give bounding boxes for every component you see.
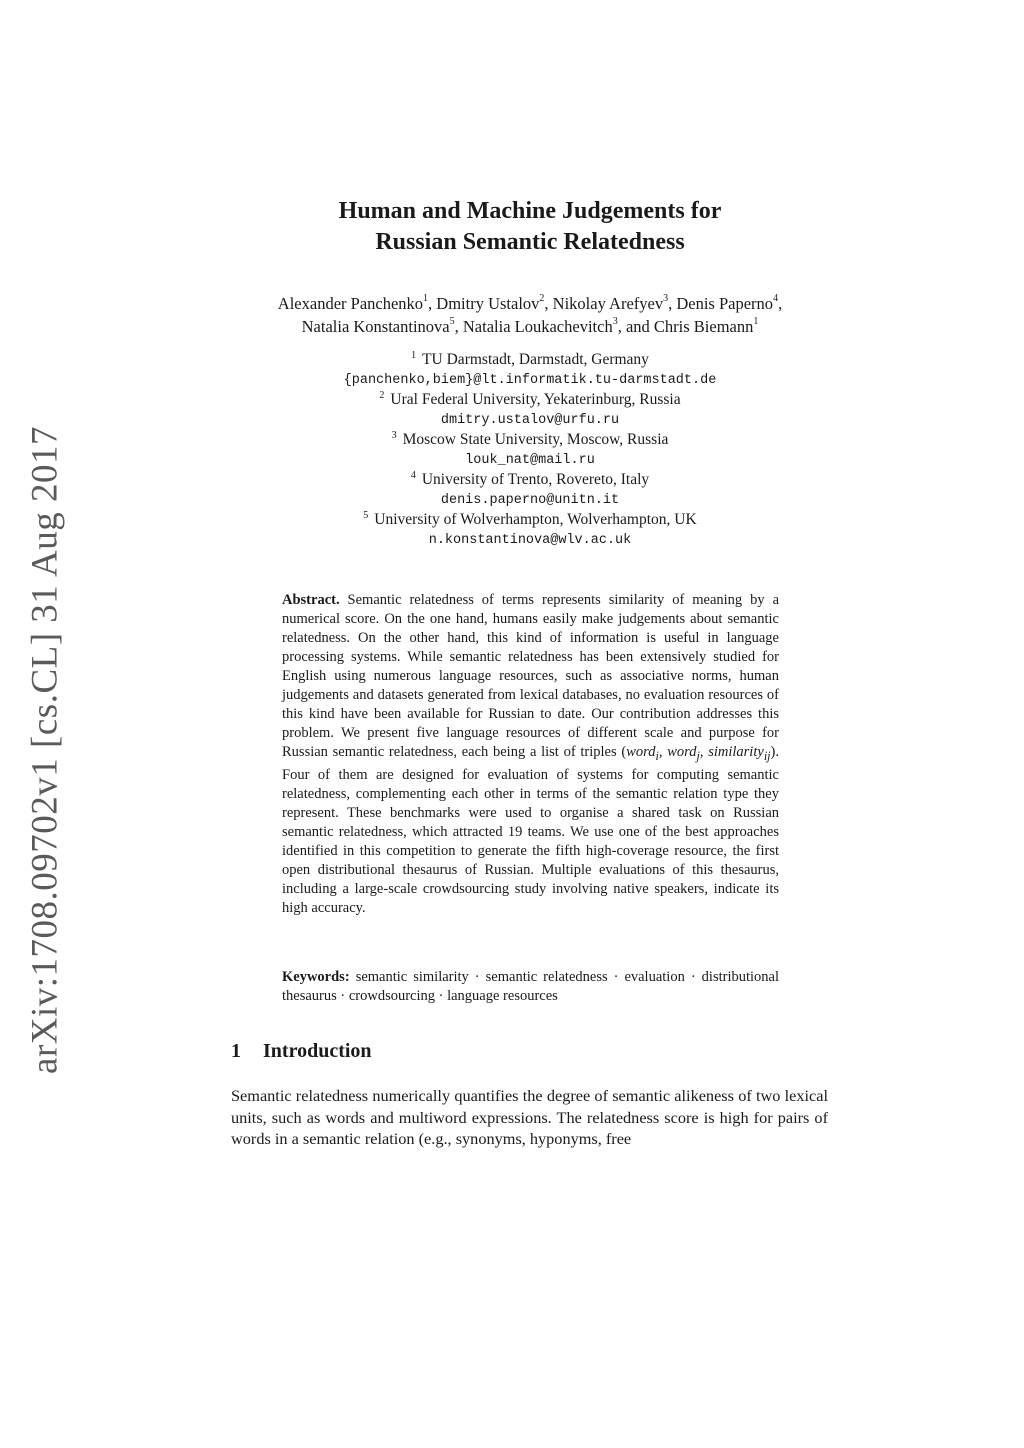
author-affiliation-mark: 4 <box>773 292 779 304</box>
author-affiliation-mark: 3 <box>612 315 618 327</box>
affiliation-number: 2 <box>379 390 385 401</box>
triple-comma: , <box>699 744 709 760</box>
abstract-text-before: Semantic relatedness of terms represents similarity of meaning by a numerical score. On the one hand, humans easily make judgements about semantic relatedness. On the other hand, this kind of information is useful in language processing systems. While semantic relatedness has been extensively studied for English using numerous language resources, such as associative norms, human judgements and datasets generated from lexical databases, no evaluation resources of this kind have been available for Russian to date. Our contribution addresses this problem. We present five language resources of different scale and purpose for Russian semantic relatedness, each being a list of triples <box>282 592 780 760</box>
keywords-label: Keywords: <box>282 969 350 985</box>
affiliation-institution <box>230 390 830 411</box>
affiliation-number: 1 <box>411 350 417 361</box>
author-separator: , <box>454 317 463 336</box>
author-separator: , <box>428 294 437 313</box>
author-name: Alexander Panchenko <box>277 294 424 313</box>
author-list <box>230 292 830 338</box>
affiliation-email[interactable]: dmitry.ustalov@urfu.ru <box>440 413 620 428</box>
triple-close: ) <box>770 744 776 760</box>
author-name: Natalia Loukachevitch <box>462 317 613 336</box>
keywords-block <box>282 968 779 1006</box>
triple-word-j: word <box>667 744 697 760</box>
paper-title <box>230 196 830 258</box>
affiliation-list <box>230 350 830 550</box>
triple-open: ( <box>621 744 627 760</box>
author-name: Denis Paperno <box>676 294 774 313</box>
section-title: Introduction <box>263 1040 372 1062</box>
triple-word-i: word <box>626 744 656 760</box>
author-name: Nikolay Arefyev <box>552 294 664 313</box>
affiliation-number: 3 <box>391 430 397 441</box>
affiliation-org: Ural Federal University, Yekaterinburg, Russia <box>390 391 681 408</box>
author-affiliation-mark: 1 <box>753 315 759 327</box>
affiliation-institution <box>230 430 830 451</box>
author-separator: , <box>544 294 553 313</box>
author-separator: , <box>778 294 783 313</box>
section-heading-introduction <box>231 1040 372 1063</box>
keywords-text: semantic similarity · semantic relatedness · evaluation · distributional thesaurus · crowdsourcing · language resources <box>282 969 780 1004</box>
triple-comma: , <box>658 744 668 760</box>
author-affiliation-mark: 1 <box>423 292 429 304</box>
introduction-paragraph: Semantic relatedness numerically quantifies the degree of semantic alikeness of two lexical units, such as words and multiword expressions. The relatedness score is high for pairs of words in a semantic relation (e.g., synonyms, hyponyms, free <box>231 1086 828 1148</box>
affiliation-number: 4 <box>410 470 416 481</box>
triple-sub-j: j <box>696 748 700 763</box>
section-number: 1 <box>231 1040 241 1062</box>
title-line-2: Russian Semantic Relatedness <box>375 229 685 255</box>
affiliation-institution <box>230 470 830 491</box>
affiliation-email[interactable]: n.konstantinova@wlv.ac.uk <box>428 533 632 548</box>
title-line-1: Human and Machine Judgements for <box>338 198 722 224</box>
affiliation-org: University of Trento, Rovereto, Italy <box>421 471 650 488</box>
affiliation-org: TU Darmstadt, Darmstadt, Germany <box>422 351 649 368</box>
abstract-block <box>282 591 779 918</box>
affiliation-org: Moscow State University, Moscow, Russia <box>402 431 669 448</box>
affiliation-org: University of Wolverhampton, Wolverhampton, UK <box>374 511 697 528</box>
affiliation-email[interactable]: denis.paperno@unitn.it <box>440 493 620 508</box>
arxiv-sidebar-identifier: arXiv:1708.09702v1 [cs.CL] 31 Aug 2017 <box>24 426 66 1074</box>
author-name: Natalia Konstantinova <box>301 317 450 336</box>
author-name: Chris Biemann <box>653 317 754 336</box>
author-separator: , <box>668 294 677 313</box>
author-affiliation-mark: 5 <box>449 315 455 327</box>
abstract-text-after: . Four of them are designed for evaluation of systems for computing semantic relatedness, complementing each other in terms of the semantic relation type they represent. These benchmarks were used to organise a shared task on Russian semantic relatedness, which attracted 19 teams. We use one of the best approaches identified in this competition to generate the fifth high-coverage resource, the first open distributional thesaurus of Russian. Multiple evaluations of this thesaurus, including a large-scale crowdsourcing study involving native speakers, indicate its high accuracy. <box>282 744 779 916</box>
abstract-label: Abstract. <box>282 592 340 608</box>
author-affiliation-mark: 3 <box>663 292 669 304</box>
triple-similarity: similarity <box>708 744 764 760</box>
triple-sub-ij: ij <box>763 748 771 763</box>
author-separator: , and <box>617 317 654 336</box>
author-name: Dmitry Ustalov <box>436 294 540 313</box>
affiliation-number: 5 <box>363 510 369 521</box>
affiliation-institution <box>230 510 830 531</box>
abstract-triple <box>621 744 776 763</box>
author-affiliation-mark: 2 <box>539 292 545 304</box>
affiliation-email[interactable]: {panchenko,biem}@lt.informatik.tu-darmstadt.de <box>343 373 717 388</box>
affiliation-institution <box>230 350 830 371</box>
affiliation-email[interactable]: louk_nat@mail.ru <box>465 453 595 468</box>
triple-sub-i: i <box>655 748 659 763</box>
